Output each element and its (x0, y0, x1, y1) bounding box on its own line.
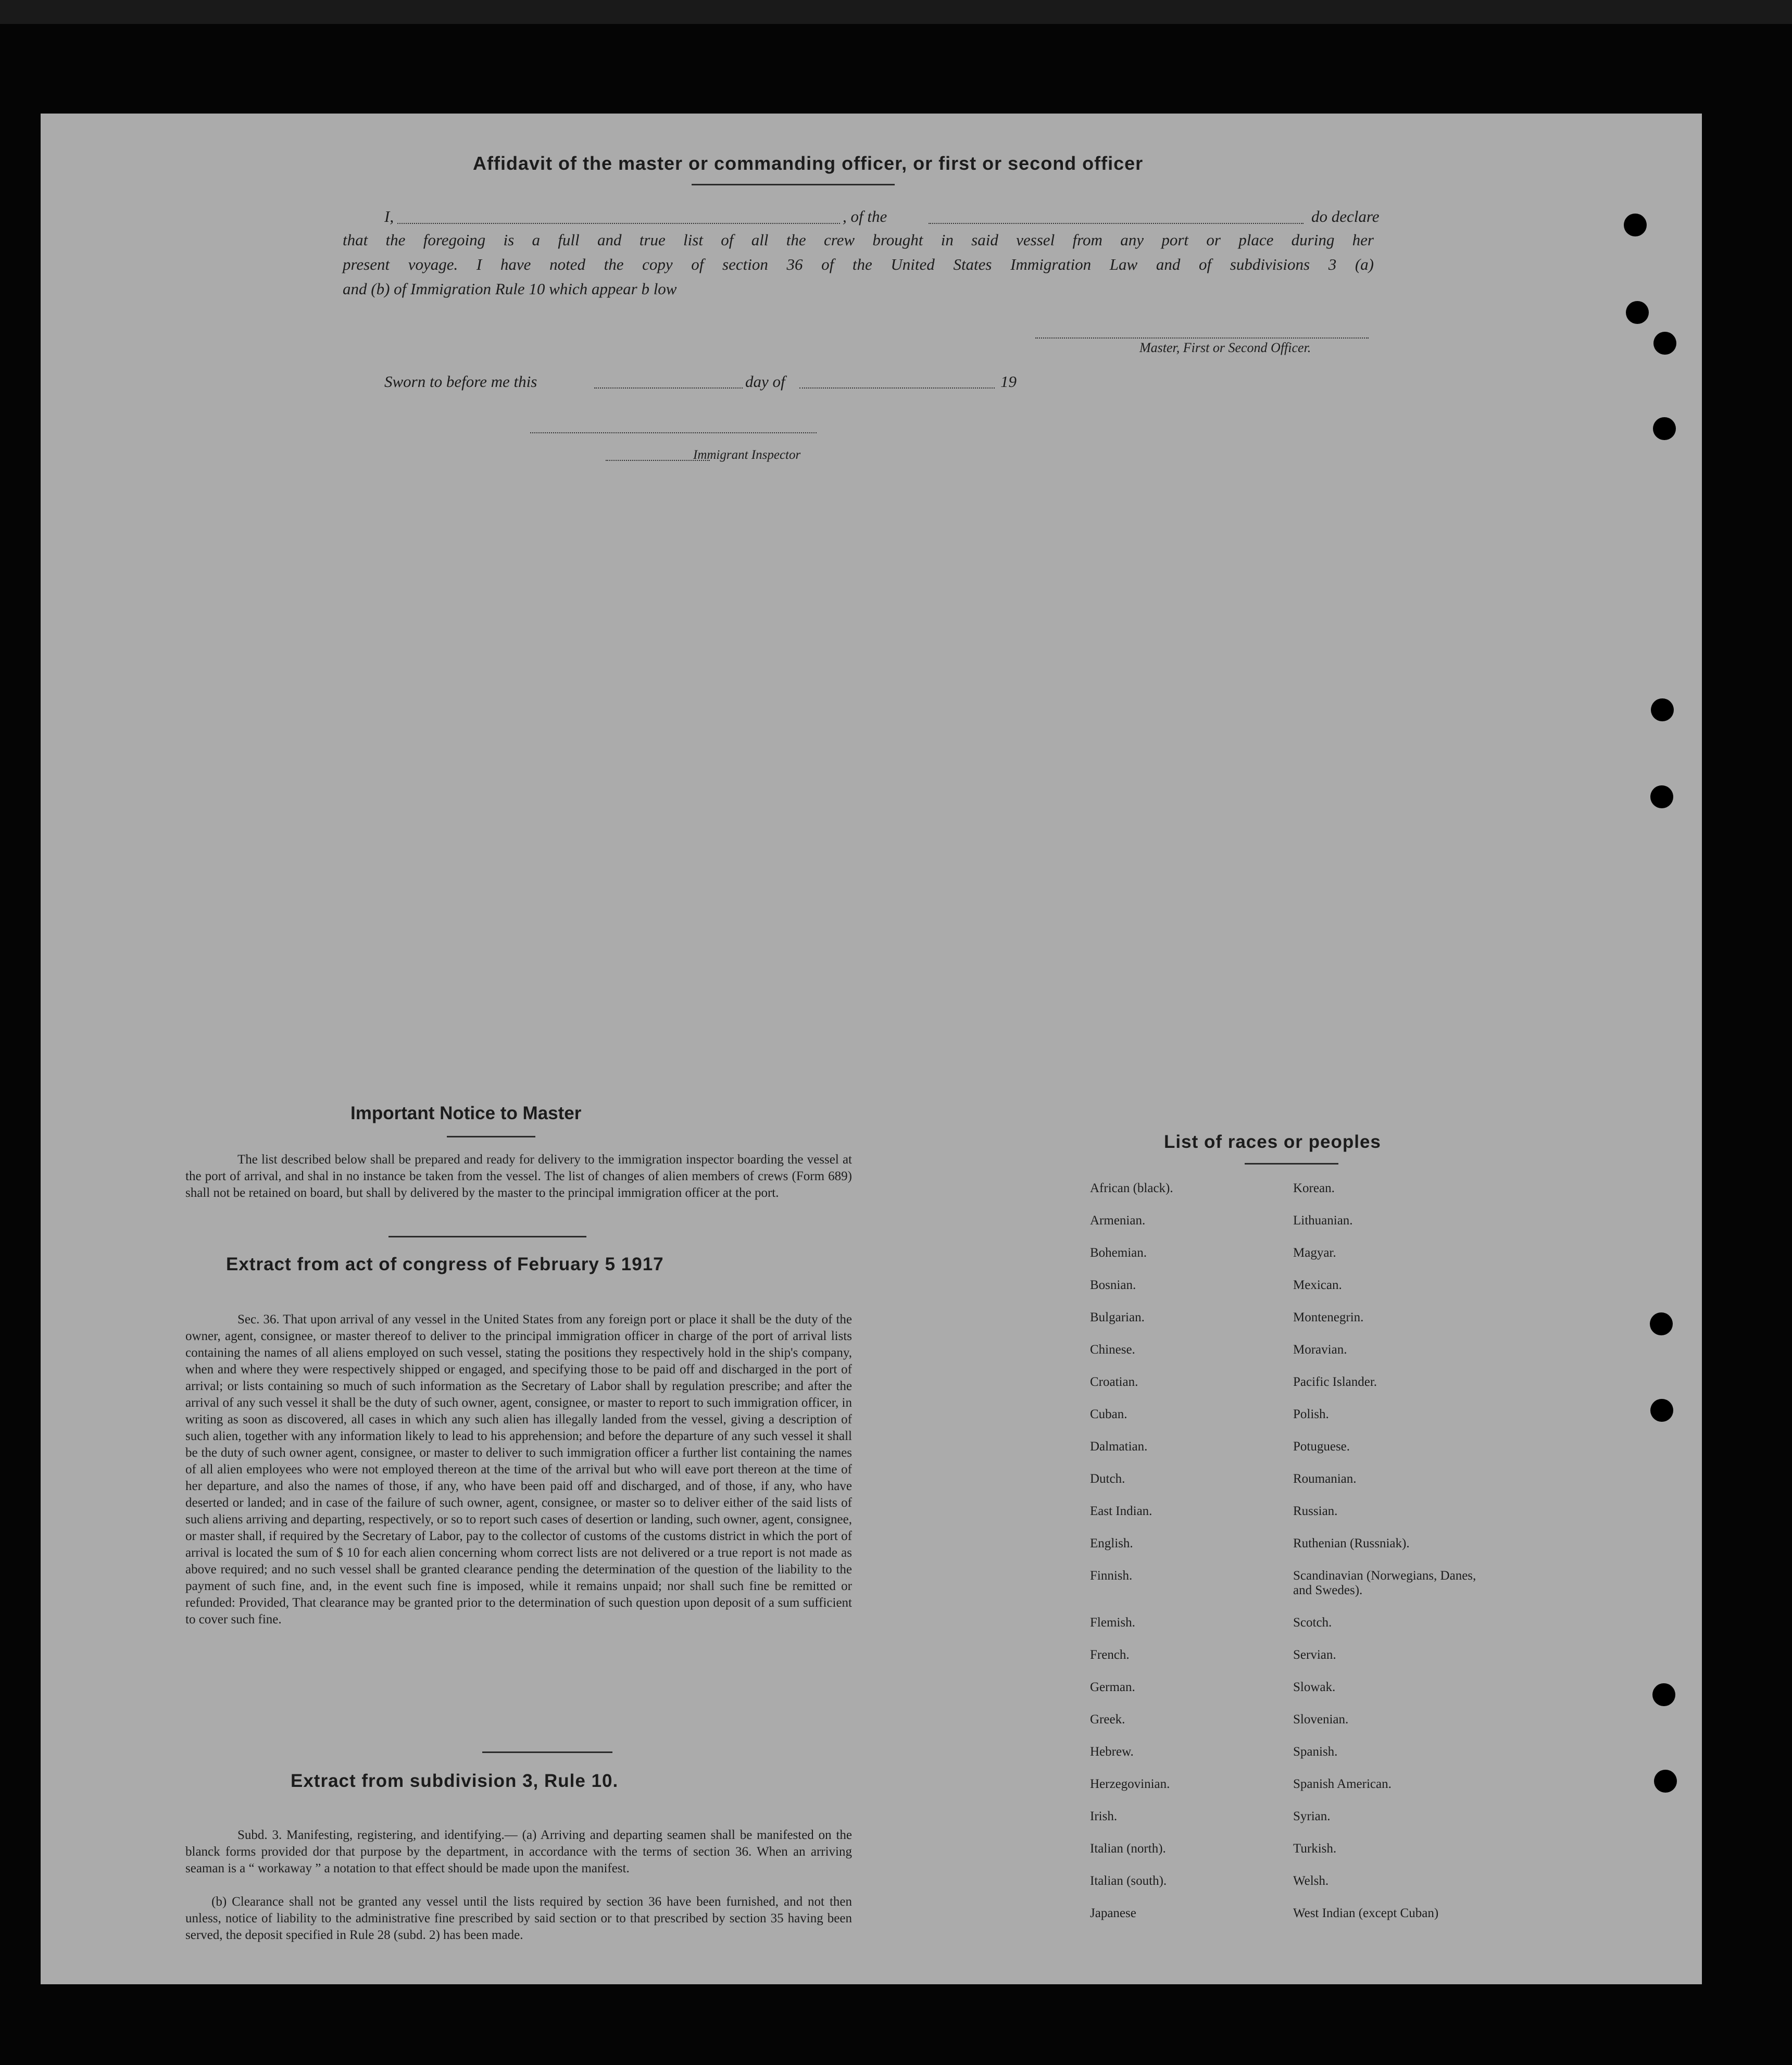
inspector-signature-line[interactable] (530, 432, 817, 433)
race-item: West Indian (except Cuban) (1293, 1906, 1439, 1920)
race-item: East Indian. (1090, 1504, 1152, 1518)
punch-hole (1650, 1399, 1673, 1422)
race-item: Slowak. (1293, 1680, 1336, 1694)
race-item: Syrian. (1293, 1809, 1331, 1823)
race-item: Korean. (1293, 1181, 1335, 1195)
race-item: Bohemian. (1090, 1246, 1147, 1260)
form-page (41, 114, 1702, 1984)
act-divider (482, 1751, 612, 1753)
race-item: Spanish. (1293, 1745, 1338, 1759)
punch-hole (1624, 214, 1647, 236)
affidavit-line-3: and (b) of Immigration Rule 10 which appear b low (343, 280, 677, 298)
title-underline (692, 184, 895, 185)
race-item: Chinese. (1090, 1343, 1135, 1357)
punch-hole (1650, 1312, 1673, 1335)
race-item: Dalmatian. (1090, 1440, 1148, 1454)
race-item: Greek. (1090, 1712, 1125, 1726)
affidavit-do-declare-label: do declare (1311, 207, 1380, 226)
races-underline (1245, 1163, 1338, 1165)
race-item: Japanese (1090, 1906, 1136, 1920)
race-item: Magyar. (1293, 1246, 1336, 1260)
race-item: Welsh. (1293, 1874, 1329, 1888)
vessel-name-line[interactable] (929, 223, 1304, 224)
punch-hole (1653, 332, 1676, 355)
act-text: Sec. 36. That upon arrival of any vessel in the United States from any foreign port or place it shall be the duty of the owner, agent, consignee, or master thereof to deliver to the principal immigration officer in charge of the port of arrival lists containing the names of all aliens employed on such vessel, stating the positions they respectively hold in the ship's company, when and where they were respectively shipped or engaged, and specifying those to be paid off and discharged in the port of arrival; or lists containing so much of such information as the Secretary of Labor shall by regulation prescribe; and after the arrival of any such vessel it shall be the duty of such owner, agent, consignee, or master to report to such immigration officer, in writing as soon as discovered, all cases in which any such alien has illegally landed from the vessel, giving a description of such alien, together with any information likely to lead to his apprehension; and before the departure of any such vessel it shall be the duty of such owner agent, consignee, or master to deliver to such immigration officer a further list containing the names of all alien employees who were not employed thereon at the time of the arrival but who will eave port thereon at the time of her departure, and also the names of those, if any, who have been paid off and discharged, and of those, if any, who have deserted or landed; and in case of the failure of such owner, agent, consignee, or master so to deliver either of the said lists of such aliens arriving and departing, respectively, or so to report such cases of desertion or landing, such owner, agent, consignee, or master shall, if required by the Secretary of Labor, pay to the collector of customs of the customs district in which the port of arrival is located the sum of $ 10 for each alien concerning whom correct lists are not delivered or a true report is not made as above required; and no such vessel shall be granted clearance pending the determination of the question of the liability to the payment of such fine, and, in the event such fine is imposed, while it remains unpaid; nor shall such fine be remitted or refunded: Provided, That clearance may be granted prior to the determination of such question upon deposit of a sum sufficient to cover such fine. (185, 1312, 852, 1626)
race-item: Polish. (1293, 1407, 1329, 1421)
notice-divider (389, 1236, 586, 1237)
master-signature-line[interactable] (1035, 337, 1369, 339)
race-item: Lithuanian. (1293, 1213, 1353, 1228)
punch-hole (1654, 1770, 1677, 1793)
race-item: Herzegovinian. (1090, 1777, 1170, 1791)
punch-hole (1651, 698, 1674, 721)
punch-hole (1652, 1683, 1675, 1706)
race-item: Bosnian. (1090, 1278, 1136, 1292)
race-item: Pacific Islander. (1293, 1375, 1377, 1389)
race-item: Servian. (1293, 1648, 1336, 1662)
race-item: Armenian. (1090, 1213, 1146, 1228)
race-item: Bulgarian. (1090, 1310, 1145, 1324)
affidavit-line-1: that the foregoing is a full and true list of all the crew brought in said vessel from any port or place during her (343, 231, 1374, 249)
notice-text: The list described below shall be prepared and ready for delivery to the immigration inspector boarding the vessel at the port of arrival, and shal in no instance be taken from the vessel. The list of changes of alien members of crews (Form 689) shall not be retained on board, but shall by delivered by the master to the principal immigration officer at the port. (185, 1153, 852, 1200)
affidavit-title: Affidavit of the master or commanding officer, or first or second officer (473, 153, 1144, 174)
rule-text-b: (b) Clearance shall not be granted any vessel until the lists required by section 36 have been furnished, and not then unless, notice of liability to the administrative fine prescribed by said section or to that prescribed by section 35 having been served, the deposit specified in Rule 28 (subd. 2) has been made. (185, 1895, 852, 1942)
declarant-name-line[interactable] (397, 223, 840, 224)
day-of-label: day of (745, 372, 785, 391)
race-item: Flemish. (1090, 1616, 1135, 1630)
race-item: English. (1090, 1536, 1133, 1550)
race-item: African (black). (1090, 1181, 1173, 1195)
punch-hole (1650, 785, 1673, 808)
race-item: Roumanian. (1293, 1472, 1357, 1486)
race-item: Hebrew. (1090, 1745, 1134, 1759)
affidavit-line-2: present voyage. I have noted the copy of section 36 of the United States Immigration Law and of subdivisions 3 (a) (343, 255, 1374, 273)
race-item: Irish. (1090, 1809, 1118, 1823)
race-item: Italian (south). (1090, 1874, 1167, 1888)
affidavit-of-the-label: , of the (843, 207, 887, 226)
rule-text-a: Subd. 3. Manifesting, registering, and identifying.— (a) Arriving and departing seamen shall be manifested on the blanck forms provided dor that purpose by the department, in accordance with the terms of section 36. When an arriving seaman is a “ workaway ” a notation to that effect should be made upon the manifest. (185, 1828, 852, 1875)
race-item: Turkish. (1293, 1842, 1337, 1856)
race-item: Montenegrin. (1293, 1310, 1364, 1324)
sworn-month-line[interactable] (799, 387, 995, 389)
notice-title: Important Notice to Master (350, 1103, 582, 1123)
race-item: German. (1090, 1680, 1135, 1694)
race-item: Ruthenian (Russniak). (1293, 1536, 1410, 1550)
affidavit-i-label: I, (384, 207, 394, 226)
race-item: Scandinavian (Norwegians, Danes, and Swedes). (1293, 1569, 1476, 1597)
races-title: List of races or peoples (1164, 1132, 1381, 1152)
race-item: Dutch. (1090, 1472, 1125, 1486)
race-item: Spanish American. (1293, 1777, 1392, 1791)
notice-underline (447, 1136, 535, 1137)
race-item: Mexican. (1293, 1278, 1342, 1292)
act-title: Extract from act of congress of February 5 1917 (226, 1254, 664, 1274)
race-item: Potuguese. (1293, 1440, 1350, 1454)
race-item: Italian (north). (1090, 1842, 1166, 1856)
sworn-day-line[interactable] (594, 387, 743, 389)
punch-hole (1653, 417, 1676, 440)
punch-hole (1626, 301, 1649, 324)
year-label: 19 (1000, 372, 1017, 391)
sworn-label: Sworn to before me this (384, 372, 537, 391)
master-signature-label: Master, First or Second Officer. (1139, 340, 1311, 355)
rule-title: Extract from subdivision 3, Rule 10. (291, 1771, 619, 1791)
race-item: Moravian. (1293, 1343, 1347, 1357)
scan-top-strip (0, 0, 1792, 24)
race-item: Cuban. (1090, 1407, 1127, 1421)
race-item: Croatian. (1090, 1375, 1138, 1389)
inspector-label: Immigrant Inspector (693, 448, 801, 462)
race-item: Finnish. (1090, 1569, 1133, 1583)
race-item: Slovenian. (1293, 1712, 1349, 1726)
race-item: Russian. (1293, 1504, 1338, 1518)
race-item: Scotch. (1293, 1616, 1332, 1630)
race-item: French. (1090, 1648, 1130, 1662)
